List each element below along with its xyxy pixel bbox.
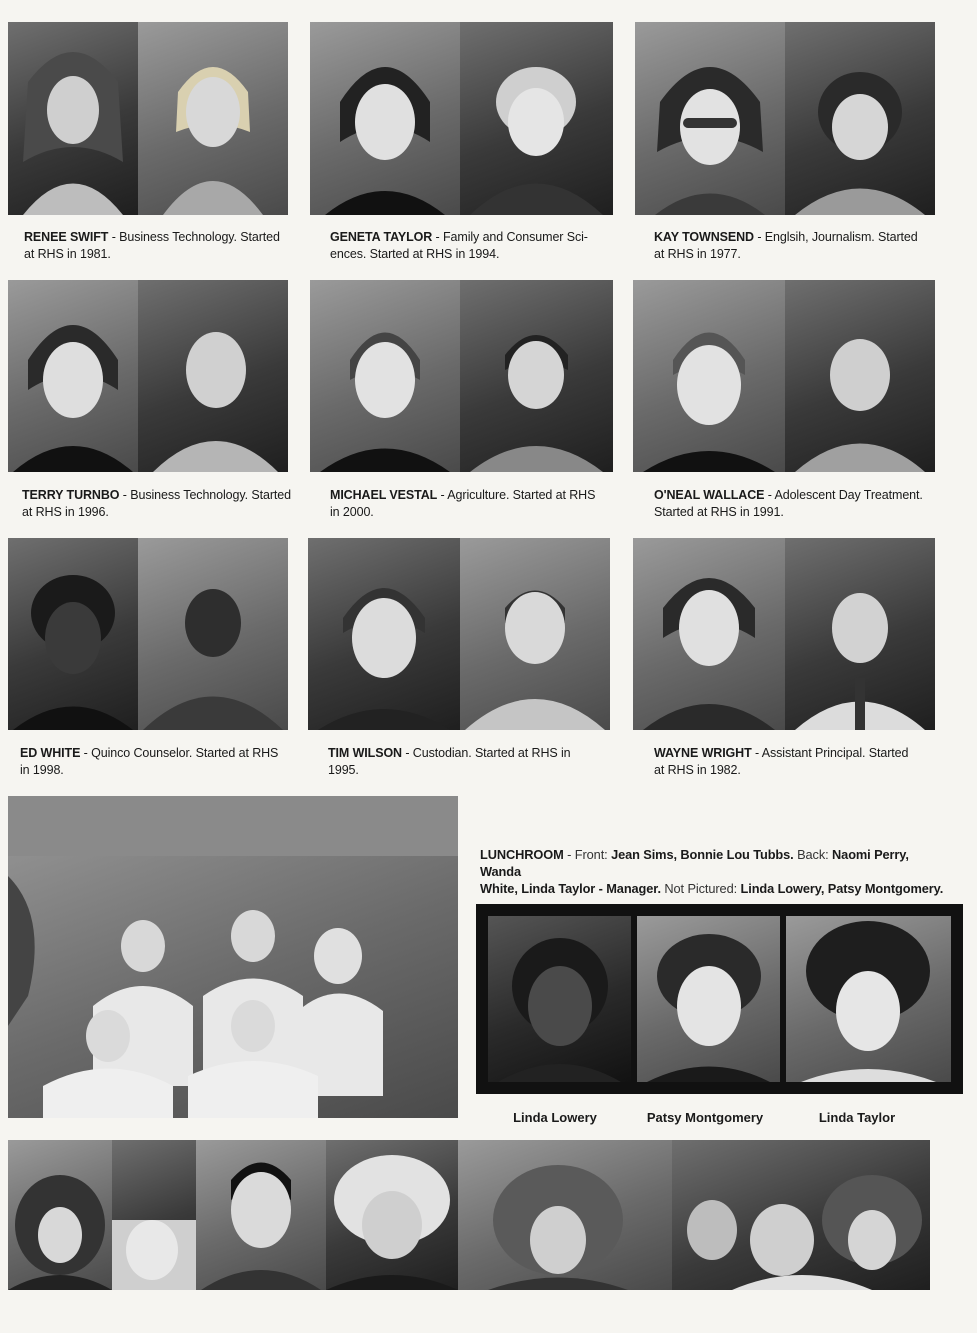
caption-renee-swift: RENEE SWIFT - Business Technology. Started at RHS in 1981. — [24, 230, 280, 261]
photo-geneta-taylor-now — [460, 22, 613, 215]
caption-wayne-wright: WAYNE WRIGHT - Assistant Principal. Started at RHS in 1982. — [654, 746, 909, 777]
photo-wayne-wright-now — [785, 538, 935, 730]
caption-terry-turnbo: TERRY TURNBO - Business Technology. Started at RHS in 1996. — [22, 488, 291, 519]
photo-oneal-wallace-now — [785, 280, 935, 472]
portrait-name-linda-taylor: Linda Taylor — [818, 1110, 896, 1125]
photo-strip-3 — [196, 1140, 326, 1290]
photo-kay-townsend-then — [635, 22, 785, 215]
photo-lunchroom-group — [8, 796, 458, 1118]
portrait-linda-taylor — [786, 916, 951, 1082]
photo-ed-white-then — [8, 538, 138, 730]
name-michael-vestal: MICHAEL VESTAL — [330, 488, 438, 502]
photo-strip-6 — [672, 1140, 930, 1290]
caption-tim-wilson: TIM WILSON - Custodian. Started at RHS in 1995. — [328, 746, 571, 777]
caption-lunchroom: LUNCHROOM - Front: Jean Sims, Bonnie Lou Tubbs. Back: Naomi Perry, Wanda White, Linda Taylor - Manager. Not Pictured: Linda Lowery, Patsy Montgomery. — [480, 847, 944, 896]
portrait-linda-lowery — [488, 916, 631, 1082]
portrait-name-linda-lowery: Linda Lowery — [513, 1110, 597, 1125]
name-terry-turnbo: TERRY TURNBO — [22, 488, 120, 502]
portrait-name-patsy-montgomery: Patsy Montgomery — [646, 1110, 764, 1125]
photo-tim-wilson-then — [308, 538, 460, 730]
photo-strip-2 — [112, 1140, 196, 1290]
photo-michael-vestal-now — [460, 280, 613, 472]
name-ed-white: ED WHITE — [20, 746, 81, 760]
caption-geneta-taylor: GENETA TAYLOR - Family and Consumer Sci- ences. Started at RHS in 1994. — [330, 230, 588, 261]
name-kay-townsend: KAY TOWNSEND — [654, 230, 754, 244]
photo-terry-turnbo-now — [138, 280, 288, 472]
photo-wayne-wright-then — [633, 538, 785, 730]
caption-michael-vestal: MICHAEL VESTAL - Agriculture. Started at RHS in 2000. — [330, 488, 596, 519]
photo-strip-5 — [458, 1140, 672, 1290]
caption-ed-white: ED WHITE - Quinco Counselor. Started at RHS in 1998. — [20, 746, 279, 777]
framed-portraits — [476, 904, 963, 1094]
portrait-patsy-montgomery — [637, 916, 780, 1082]
name-wayne-wright: WAYNE WRIGHT — [654, 746, 752, 760]
photo-renee-swift-then — [8, 22, 138, 215]
photo-strip-1 — [8, 1140, 112, 1290]
photo-tim-wilson-now — [460, 538, 610, 730]
photo-terry-turnbo-then — [8, 280, 138, 472]
photo-ed-white-now — [138, 538, 288, 730]
name-tim-wilson: TIM WILSON — [328, 746, 402, 760]
caption-oneal-wallace: O'NEAL WALLACE - Adolescent Day Treatment. Started at RHS in 1991. — [654, 488, 923, 519]
name-renee-swift: RENEE SWIFT — [24, 230, 109, 244]
photo-oneal-wallace-then — [633, 280, 785, 472]
photo-kay-townsend-now — [785, 22, 935, 215]
caption-kay-townsend: KAY TOWNSEND - Englsih, Journalism. Started at RHS in 1977. — [654, 230, 918, 261]
photo-strip-4 — [326, 1140, 458, 1290]
photo-michael-vestal-then — [310, 280, 460, 472]
name-oneal-wallace: O'NEAL WALLACE — [654, 488, 765, 502]
photo-renee-swift-now — [138, 22, 288, 215]
name-geneta-taylor: GENETA TAYLOR — [330, 230, 433, 244]
lunchroom-heading: LUNCHROOM — [480, 847, 564, 862]
photo-geneta-taylor-then — [310, 22, 460, 215]
